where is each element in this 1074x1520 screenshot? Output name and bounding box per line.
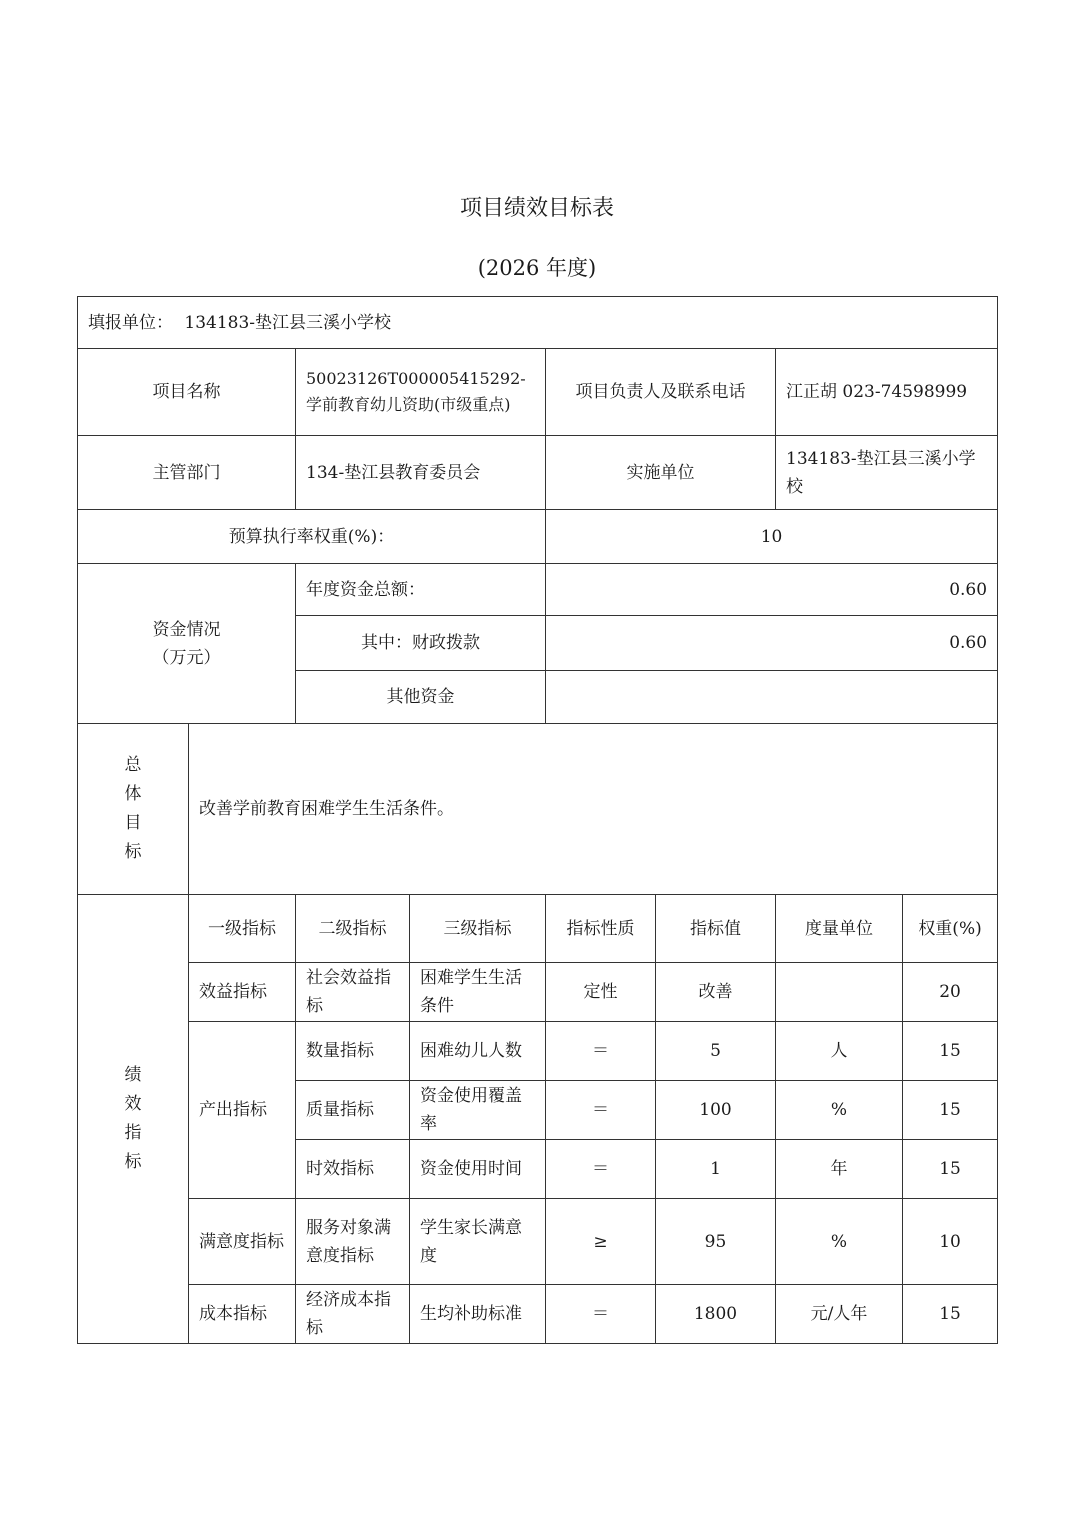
column-header: 二级指标 (296, 895, 410, 963)
value-cell: 95 (656, 1199, 776, 1285)
column-header: 权重(%) (903, 895, 998, 963)
nature-cell: 定性 (546, 963, 656, 1022)
indicator-row (78, 1285, 998, 1344)
level3-cell: 资金使用时间 (410, 1140, 546, 1199)
funds-other-label: 其他资金 (296, 671, 546, 724)
overall-goal-label-char: 体 (124, 784, 142, 804)
value-cell: 5 (656, 1022, 776, 1081)
level2-cell: 服务对象满意度指标 (296, 1199, 410, 1285)
indicators-label-char: 绩 (124, 1065, 142, 1085)
project-manager-label: 项目负责人及联系电话 (546, 349, 776, 436)
implementer-label: 实施单位 (546, 436, 776, 510)
level3-cell: 困难学生生活条件 (410, 963, 546, 1022)
level1-cell: 成本指标 (189, 1285, 296, 1344)
unit-cell: % (776, 1081, 903, 1140)
indicator-row (78, 1199, 998, 1285)
overall-goal-row (78, 724, 998, 895)
level2-cell: 经济成本指标 (296, 1285, 410, 1344)
level2-cell: 数量指标 (296, 1022, 410, 1081)
nature-cell: ＝ (546, 1081, 656, 1140)
level1-cell: 效益指标 (189, 963, 296, 1022)
overall-goal-label-char: 标 (124, 842, 142, 862)
nature-cell: ＝ (546, 1140, 656, 1199)
column-header: 一级指标 (189, 895, 296, 963)
overall-goal-label-char: 总 (124, 755, 142, 775)
column-header: 指标性质 (546, 895, 656, 963)
project-name-label: 项目名称 (78, 349, 296, 436)
indicator-row (78, 963, 998, 1022)
indicators-label-char: 效 (124, 1094, 142, 1114)
project-name-value: 50023126T000005415292-学前教育幼儿资助(市级重点) (296, 349, 546, 436)
weight-cell: 15 (903, 1081, 998, 1140)
indicators-label-char: 标 (124, 1152, 142, 1172)
value-cell: 1 (656, 1140, 776, 1199)
department-value: 134-垫江县教育委员会 (296, 436, 546, 510)
unit-cell: 年 (776, 1140, 903, 1199)
unit-cell: 人 (776, 1022, 903, 1081)
level3-cell: 资金使用覆盖率 (410, 1081, 546, 1140)
funds-fiscal-value: 0.60 (546, 616, 998, 671)
reporting-unit-value: 134183-垫江县三溪小学校 (184, 312, 392, 333)
level1-cell: 满意度指标 (189, 1199, 296, 1285)
funds-total-value: 0.60 (546, 564, 998, 616)
level3-cell: 学生家长满意度 (410, 1199, 546, 1285)
overall-goal-text: 改善学前教育困难学生生活条件。 (189, 724, 998, 895)
budget-weight-label: 预算执行率权重(%)： (78, 510, 546, 564)
column-header: 三级指标 (410, 895, 546, 963)
indicators-header-row (78, 895, 998, 963)
value-cell: 改善 (656, 963, 776, 1022)
budget-weight-value: 10 (546, 510, 998, 564)
level2-cell: 质量指标 (296, 1081, 410, 1140)
indicators-label (78, 895, 189, 1344)
reporting-unit-label: 填报单位： (88, 312, 173, 333)
document-title: 项目绩效目标表 (459, 196, 614, 221)
funds-label (78, 564, 296, 724)
project-name-row (78, 349, 998, 436)
nature-cell: ＝ (546, 1022, 656, 1081)
overall-goal-label (78, 724, 189, 895)
weight-cell: 15 (903, 1285, 998, 1344)
department-label: 主管部门 (78, 436, 296, 510)
document-year: (2026 年度) (477, 256, 597, 280)
unit-cell: % (776, 1199, 903, 1285)
level2-cell: 社会效益指标 (296, 963, 410, 1022)
level1-cell: 产出指标 (189, 1022, 296, 1199)
unit-cell: 元/人年 (776, 1285, 903, 1344)
value-cell: 1800 (656, 1285, 776, 1344)
implementer-value: 134183-垫江县三溪小学校 (776, 436, 998, 510)
unit-cell (776, 963, 903, 1022)
indicator-row (78, 1022, 998, 1081)
performance-target-table (77, 296, 998, 1344)
department-row (78, 436, 998, 510)
funds-label-line1: 资金情况 (152, 619, 221, 640)
funds-row (78, 564, 998, 616)
reporting-unit-cell (78, 297, 998, 349)
indicators-label-char: 指 (124, 1123, 142, 1143)
level3-cell: 困难幼儿人数 (410, 1022, 546, 1081)
nature-cell: ≥ (546, 1199, 656, 1285)
funds-fiscal-label: 其中：财政拨款 (296, 616, 546, 671)
value-cell: 100 (656, 1081, 776, 1140)
column-header: 度量单位 (776, 895, 903, 963)
budget-weight-row (78, 510, 998, 564)
nature-cell: ＝ (546, 1285, 656, 1344)
project-manager-value: 江正胡 023-74598999 (776, 349, 998, 436)
overall-goal-label-char: 目 (124, 813, 142, 833)
level2-cell: 时效指标 (296, 1140, 410, 1199)
funds-other-value (546, 671, 998, 724)
weight-cell: 15 (903, 1022, 998, 1081)
level3-cell: 生均补助标准 (410, 1285, 546, 1344)
weight-cell: 15 (903, 1140, 998, 1199)
weight-cell: 20 (903, 963, 998, 1022)
funds-total-label: 年度资金总额： (296, 564, 546, 616)
column-header: 指标值 (656, 895, 776, 963)
weight-cell: 10 (903, 1199, 998, 1285)
funds-label-line2: （万元） (152, 647, 221, 668)
reporting-unit-row (78, 297, 998, 349)
